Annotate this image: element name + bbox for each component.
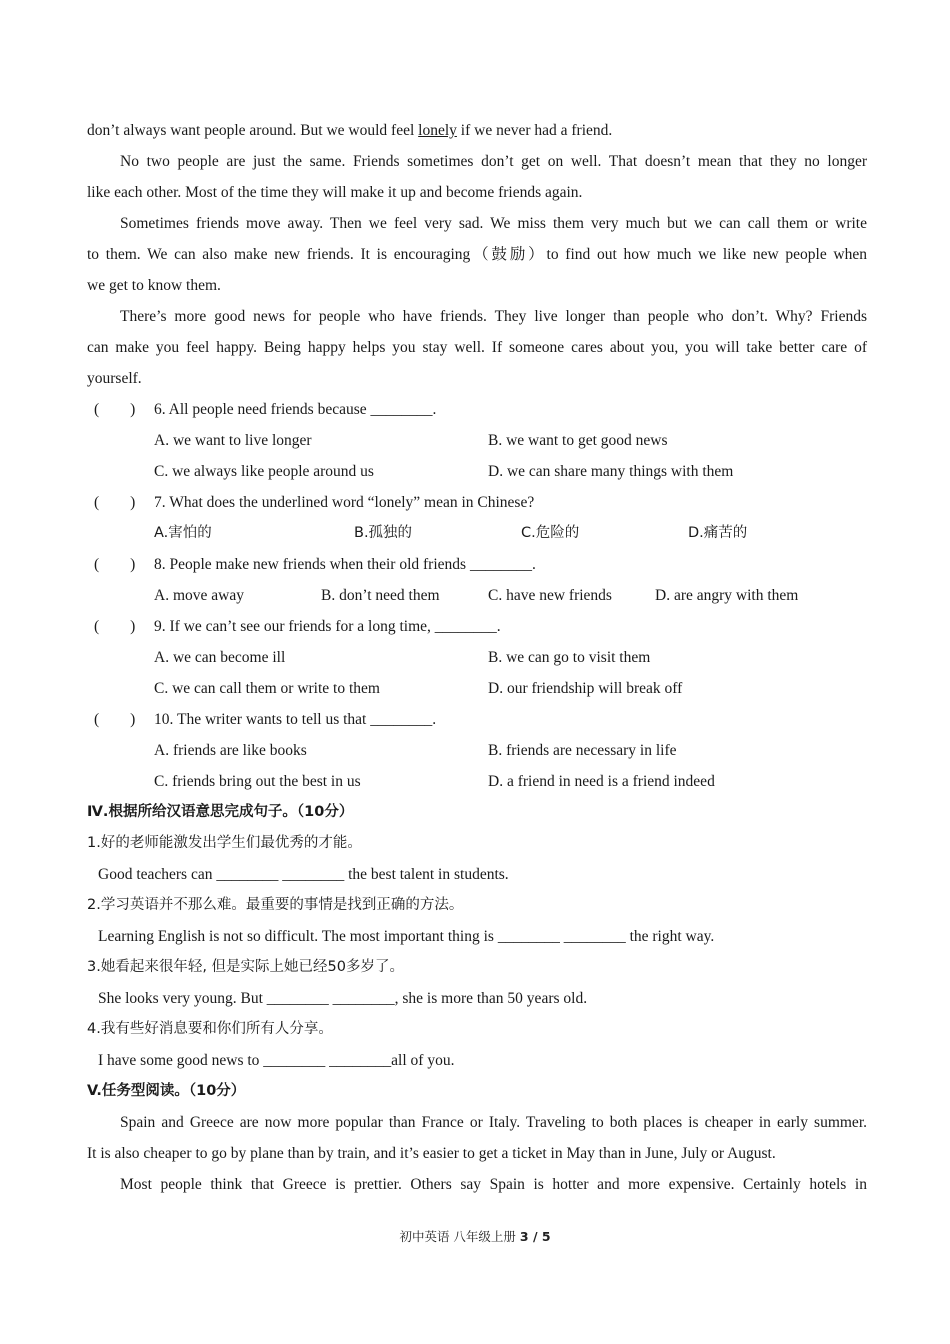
option-b: B. friends are necessary in life — [488, 742, 677, 759]
question-7 — [87, 487, 867, 518]
options-row — [87, 673, 867, 704]
options-row — [87, 518, 867, 549]
option-d: D. a friend in need is a friend indeed — [488, 773, 715, 790]
page-footer — [0, 1227, 950, 1245]
underlined-word-lonely: lonely — [418, 122, 457, 139]
question-stem: 10. The writer wants to tell us that ________. — [154, 711, 437, 728]
section-4-heading: Ⅳ.根据所给汉语意思完成句子。（10分） — [87, 804, 354, 820]
answer-blank[interactable]: ( ) — [94, 401, 136, 418]
question-stem: 7. What does the underlined word “lonely” mean in Chinese? — [154, 494, 535, 511]
option-b: B.孤独的 — [354, 525, 413, 541]
option-a: A. we can become ill — [154, 649, 286, 666]
translation-sentence[interactable]: Learning English is not so difficult. The most important thing is ________ ________ the right way. — [98, 928, 715, 945]
option-a: A.害怕的 — [154, 525, 212, 541]
option-a: A. friends are like books — [154, 742, 307, 759]
options-row — [87, 580, 867, 611]
page-number: 3 / 5 — [519, 1229, 551, 1244]
document-page — [87, 115, 867, 1200]
passage-line: like each other. Most of the time they will make it up and become friends again. — [87, 184, 583, 201]
options-row — [87, 456, 867, 487]
question-10 — [87, 704, 867, 735]
answer-blank[interactable]: ( ) — [94, 556, 136, 573]
passage-line: Most people think that Greece is prettier. Others say Spain is hotter and more expensive. Certainly hotels in — [120, 1176, 867, 1193]
passage-text: if we never had a friend. — [456, 122, 613, 139]
option-d: D.痛苦的 — [688, 525, 748, 541]
translation-sentence[interactable]: Good teachers can ________ ________ the best talent in students. — [98, 866, 509, 883]
passage-line: It is also cheaper to go by plane than by train, and it’s easier to get a ticket in May than in June, July or August. — [87, 1145, 776, 1162]
passage-line: yourself. — [87, 370, 142, 387]
passage-line: can make you feel happy. Being happy helps you stay well. If someone cares about you, you will take better care of — [87, 339, 867, 356]
options-row — [87, 766, 867, 797]
question-stem: 9. If we can’t see our friends for a long time, ________. — [154, 618, 501, 635]
translation-prompt: 3.她看起来很年轻, 但是实际上她已经50多岁了。 — [87, 959, 405, 975]
translation-prompt: 2.学习英语并不那么难。最重要的事情是找到正确的方法。 — [87, 897, 464, 913]
translation-prompt: 4.我有些好消息要和你们所有人分享。 — [87, 1021, 333, 1037]
option-c: C. friends bring out the best in us — [154, 773, 361, 790]
answer-blank[interactable]: ( ) — [94, 494, 136, 511]
option-a: A. move away — [154, 587, 244, 604]
passage-line: Sometimes friends move away. Then we feel very sad. We miss them very much but we can call them or write — [120, 215, 867, 232]
option-d: D. are angry with them — [655, 587, 799, 604]
question-8 — [87, 549, 867, 580]
passage-line — [87, 115, 867, 146]
answer-blank[interactable]: ( ) — [94, 711, 136, 728]
question-stem: 8. People make new friends when their old friends ________. — [154, 556, 536, 573]
option-c: C. we always like people around us — [154, 463, 374, 480]
options-row — [87, 425, 867, 456]
passage-line: No two people are just the same. Friends sometimes don’t get on well. That doesn’t mean that they no longer — [120, 153, 867, 170]
translation-sentence[interactable]: She looks very young. But ________ ________, she is more than 50 years old. — [98, 990, 588, 1007]
option-a: A. we want to live longer — [154, 432, 312, 449]
option-c: C. have new friends — [488, 587, 612, 604]
translation-prompt: 1.好的老师能激发出学生们最优秀的才能。 — [87, 835, 362, 851]
option-c: C. we can call them or write to them — [154, 680, 380, 697]
passage-line: There’s more good news for people who have friends. They live longer than people who don’t. Why? Friends — [120, 308, 867, 325]
passage-line: we get to know them. — [87, 277, 221, 294]
option-b: B. we can go to visit them — [488, 649, 651, 666]
option-b: B. don’t need them — [321, 587, 440, 604]
passage-line: Spain and Greece are now more popular than France or Italy. Traveling to both places is cheaper in early summer. — [120, 1114, 867, 1131]
option-c: C.危险的 — [521, 525, 580, 541]
option-b: B. we want to get good news — [488, 432, 668, 449]
passage-text: don’t always want people around. But we would feel — [87, 122, 419, 139]
options-row — [87, 642, 867, 673]
question-6 — [87, 394, 867, 425]
option-d: D. our friendship will break off — [488, 680, 683, 697]
question-stem: 6. All people need friends because ________. — [154, 401, 437, 418]
translation-sentence[interactable]: I have some good news to ________ ________all of you. — [98, 1052, 455, 1069]
answer-blank[interactable]: ( ) — [94, 618, 136, 635]
option-d: D. we can share many things with them — [488, 463, 734, 480]
options-row — [87, 735, 867, 766]
passage-line: to them. We can also make new friends. It is encouraging（鼓励）to find out how much we like new people when — [87, 246, 867, 263]
section-5-heading: V.任务型阅读。（10分） — [87, 1083, 246, 1099]
question-9 — [87, 611, 867, 642]
footer-subject: 初中英语 八年级上册 — [399, 1229, 520, 1244]
